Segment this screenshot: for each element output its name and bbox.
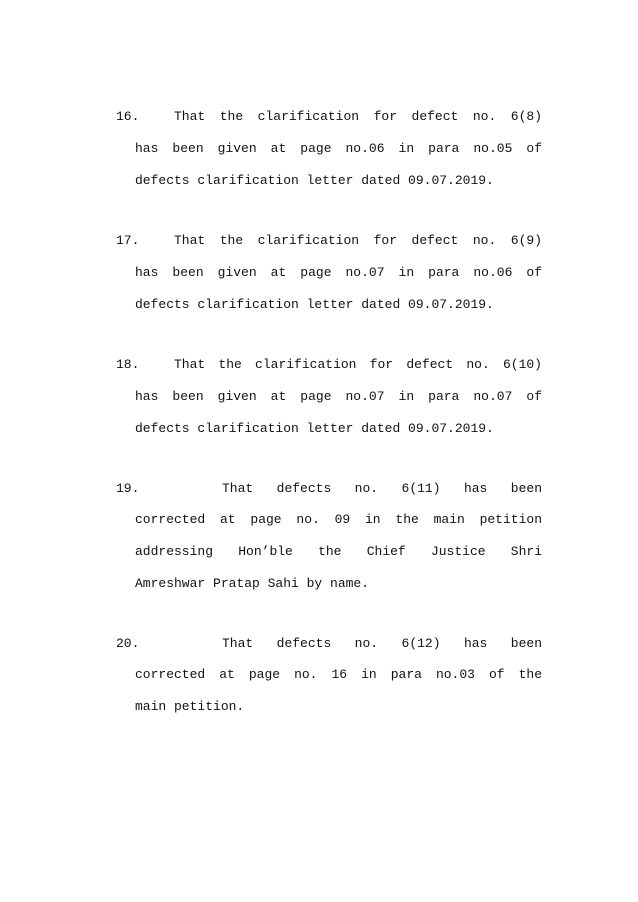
paragraph-number: 20. [116, 636, 140, 651]
paragraph-line: has been given at page no.06 in para no.05 of [135, 141, 542, 156]
paragraph-number: 16. [116, 109, 140, 124]
paragraph-line: has been given at page no.07 in para no.06 of [135, 265, 542, 280]
paragraph-line: corrected at page no. 09 in the main petition [135, 512, 542, 527]
paragraph-number: 17. [116, 233, 140, 248]
paragraph-line: addressing Hon’ble the Chief Justice Shri [135, 544, 542, 559]
paragraph-line: has been given at page no.07 in para no.07 of [135, 389, 542, 404]
paragraph-number: 19. [116, 481, 140, 496]
paragraph-line: Amreshwar Pratap Sahi by name. [135, 576, 370, 591]
paragraph-line: defects clarification letter dated 09.07.2019. [135, 421, 494, 436]
paragraph-first-line: That the clarification for defect no. 6(10) [174, 357, 542, 372]
paragraph-number: 18. [116, 357, 140, 372]
paragraph-line: defects clarification letter dated 09.07.2019. [135, 173, 494, 188]
paragraph-line: corrected at page no. 16 in para no.03 of the [135, 667, 542, 682]
paragraph-first-line: That defects no. 6(12) has been [222, 636, 542, 651]
paragraph-first-line: That defects no. 6(11) has been [222, 481, 542, 496]
paragraph-line: main petition. [135, 699, 245, 714]
paragraph-line: defects clarification letter dated 09.07.2019. [135, 297, 494, 312]
paragraph-first-line: That the clarification for defect no. 6(8) [174, 109, 542, 124]
paragraph-first-line: That the clarification for defect no. 6(9) [174, 233, 542, 248]
